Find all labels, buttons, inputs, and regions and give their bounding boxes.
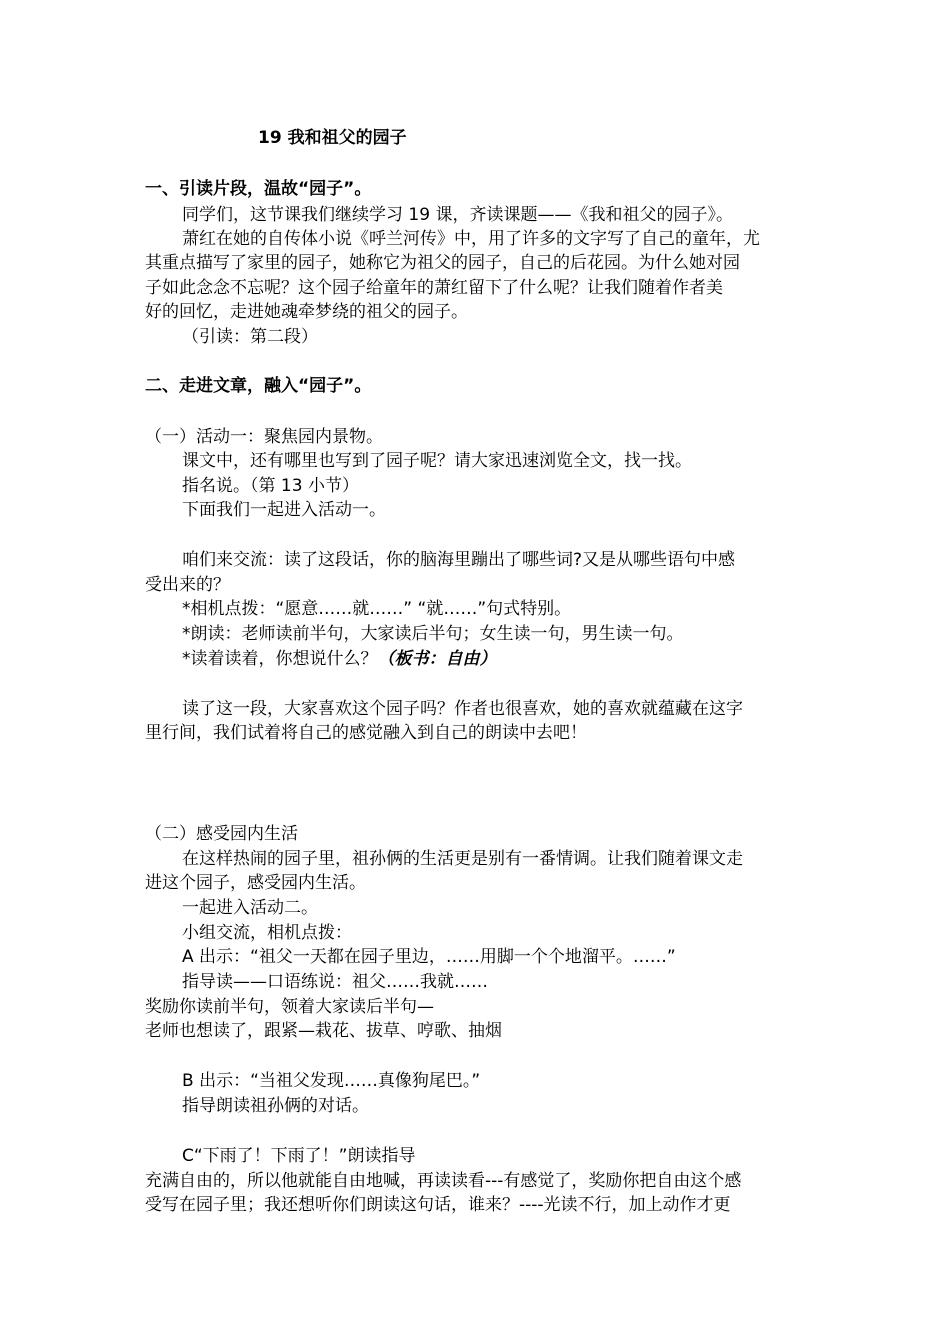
paragraph: 同学们，这节课我们继续学习 19 课，齐读课题——《我和祖父的园子》。 [182,205,733,225]
paragraph: 下面我们一起进入活动一。 [182,500,386,520]
subsection-2-heading: （二）感受园内生活 [145,824,298,844]
list-item: A 出示：“祖父一天都在园子里边，……用脚一个个地溜平。……” [182,947,676,967]
subsection-1-heading: （一）活动一：聚焦园内景物。 [145,427,383,447]
paragraph: 受写在园子里；我还想听你们朗读这句话，谁来？----光读不行，加上动作才更 [145,1195,731,1215]
paragraph: 小组交流，相机点拨： [182,923,352,943]
section-1-heading: 一、引读片段，温故“园子”。 [145,179,372,199]
paragraph: 萧红在她的自传体小说《呼兰河传》中，用了许多的文字写了自己的童年，尤 [182,229,760,249]
board-note: （板书：自由） [377,649,497,669]
page-title: 19 我和祖父的园子 [258,128,407,148]
paragraph: 在这样热闹的园子里，祖孙俩的生活更是别有一番情调。让我们随着课文走 [182,849,743,869]
paragraph: 充满自由的，所以他就能自由地喊，再读读看---有感觉了，奖励你把自由这个感 [145,1171,742,1191]
paragraph: 指名说。（第 13 小节） [182,476,359,496]
bullet-item [182,647,497,671]
paragraph: 课文中，还有哪里也写到了园子呢？请大家迅速浏览全文，找一找。 [182,451,692,471]
bullet-item: *相机点拨：“愿意……就……” “就……”句式特别。 [182,599,572,619]
paragraph: 子如此念念不忘呢？这个园子给童年的萧红留下了什么呢？让我们随着作者美 [145,278,723,298]
paragraph: 进这个园子，感受园内生活。 [145,873,366,893]
paragraph: 里行间，我们试着将自己的感觉融入到自己的朗读中去吧！ [145,723,587,743]
list-item: 老师也想读了，跟紧—栽花、拔草、哼歌、抽烟 [145,1021,502,1041]
paragraph: 一起进入活动二。 [182,898,318,918]
paragraph: 好的回忆，走进她魂牵梦绕的祖父的园子。 [145,302,468,322]
paragraph: 受出来的？ [145,575,230,595]
list-item: 指导朗读祖孙俩的对话。 [182,1096,369,1116]
list-item: B 出示：“当祖父发现……真像狗尾巴。” [182,1071,481,1091]
section-2-heading: 二、走进文章，融入“园子”。 [145,376,372,396]
list-item: C“下雨了！下雨了！”朗读指导 [182,1146,416,1166]
paragraph: 其重点描写了家里的园子，她称它为祖父的园子，自己的后花园。为什么她对园 [145,253,740,273]
list-item: 奖励你读前半句，领着大家读后半句— [145,997,434,1017]
list-item: 指导读——口语练说：祖父……我就…… [182,972,488,992]
paragraph: （引读：第二段） [182,327,318,347]
paragraph: 咱们来交流：读了这段话，你的脑海里蹦出了哪些词?又是从哪些语句中感 [182,550,736,570]
paragraph: 读了这一段，大家喜欢这个园子吗？作者也很喜欢，她的喜欢就蕴藏在这字 [182,699,743,719]
bullet-item: *朗读：老师读前半句，大家读后半句；女生读一句，男生读一句。 [182,624,684,644]
bullet-text: *读着读着，你想说什么？ [182,649,378,669]
